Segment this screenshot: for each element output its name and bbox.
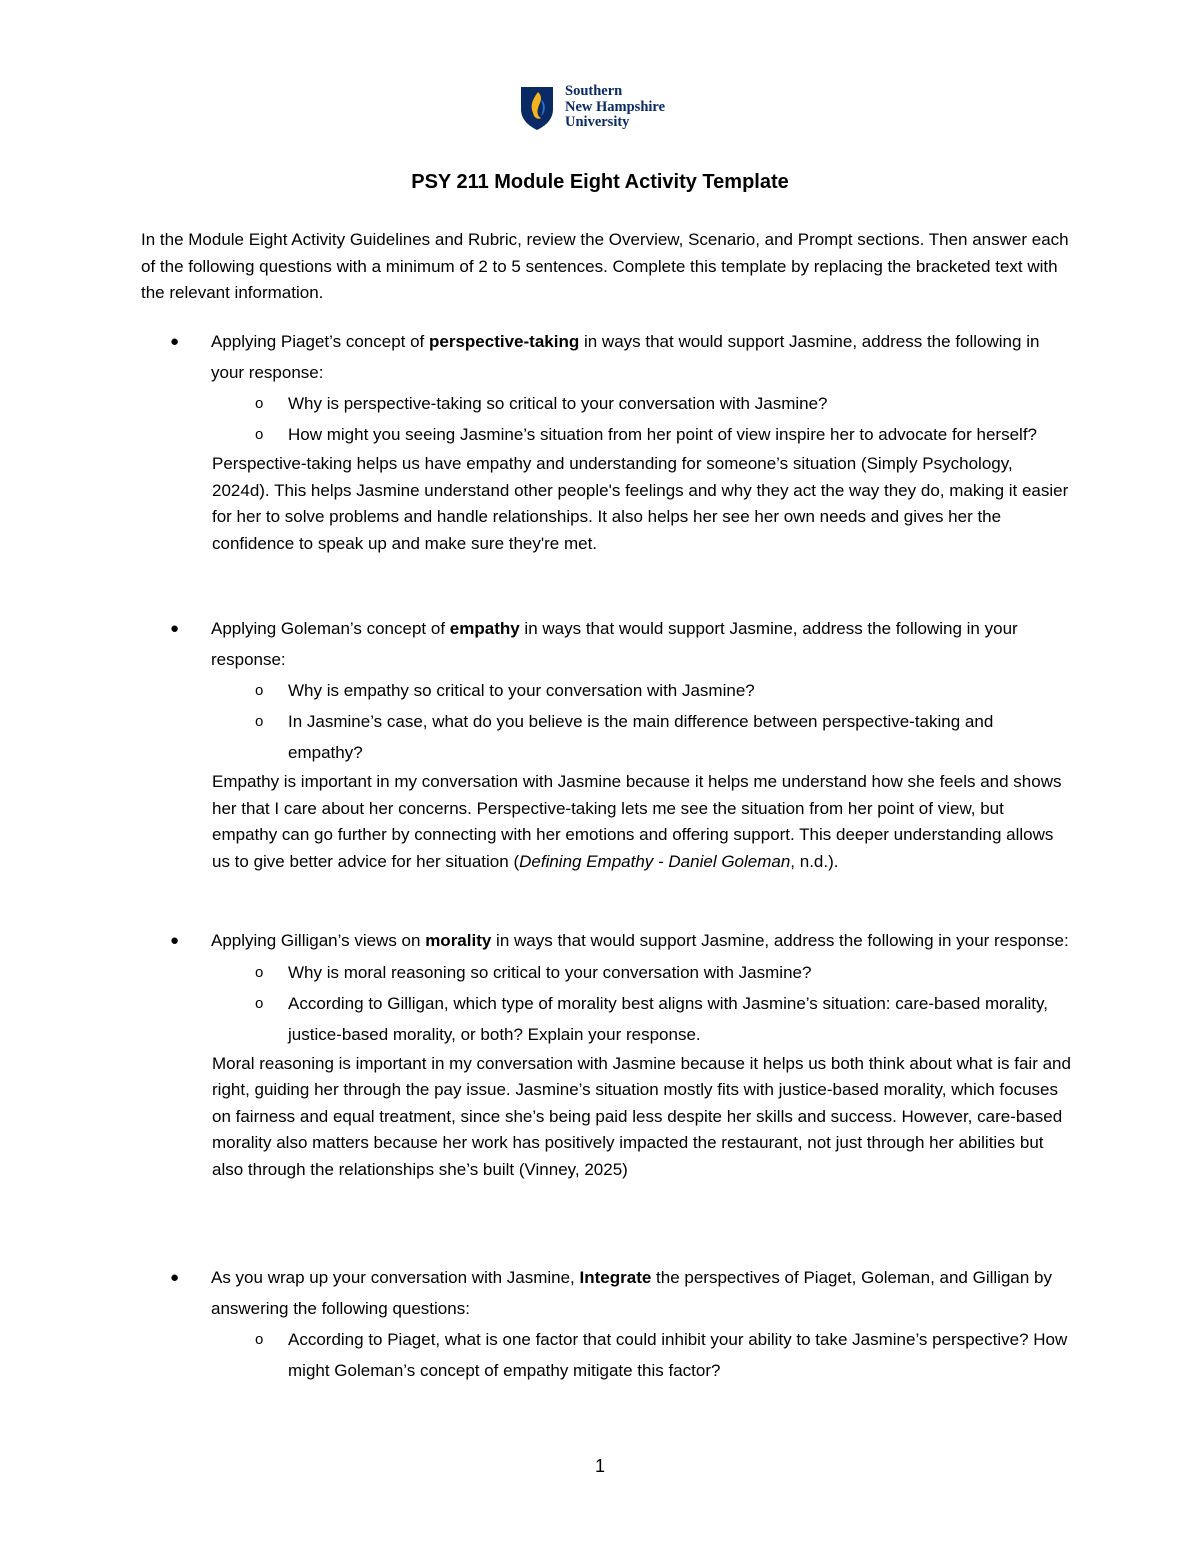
bullet-icon: ● (170, 1269, 180, 1286)
bullet-icon: ● (170, 333, 180, 350)
prompt-keyword: perspective-taking (429, 332, 580, 351)
question-section-1 (141, 327, 1071, 557)
question-prompt: ● Applying Goleman’s concept of empathy in ways that would support Jasmine, address the following in your response: (141, 614, 1071, 675)
subquestion: o According to Piaget, what is one factor that could inhibit your ability to take Jasmine’s perspective? How might Goleman’s concept of empathy mitigate this factor? (141, 1324, 1071, 1386)
page-number: 1 (594, 1456, 605, 1476)
prompt-keyword: morality (425, 931, 492, 950)
subquestion: o According to Gilligan, which type of morality best aligns with Jasmine’s situation: care-based morality, justice-based morality, or both? Explain your response. (141, 988, 1071, 1050)
intro-paragraph: In the Module Eight Activity Guidelines and Rubric, review the Overview, Scenario, and Prompt sections. Then answer each of the following questions with a minimum of 2 to 5 sentences. Complete this template by replacing the bracketed text with the relevant information. (141, 230, 1069, 302)
circle-bullet-icon: o (255, 713, 264, 730)
question-prompt: ● As you wrap up your conversation with Jasmine, Integrate the perspectives of Piaget, Goleman, and Gilligan by answering the following questions: (141, 1263, 1071, 1324)
subquestion: o Why is empathy so critical to your conversation with Jasmine? (141, 675, 1071, 706)
circle-bullet-icon: o (255, 682, 264, 699)
bullet-icon: ● (170, 932, 180, 949)
subquestion: o In Jasmine’s case, what do you believe is the main difference between perspective-taking and empathy? (141, 706, 1071, 768)
question-section-3 (141, 926, 1071, 1183)
question-prompt: ● Applying Gilligan’s views on morality in ways that would support Jasmine, address the following in your response: (141, 926, 1071, 957)
circle-bullet-icon: o (255, 963, 264, 981)
logo-line-1: Southern (565, 83, 623, 99)
answer-paragraph: Moral reasoning is important in my conversation with Jasmine because it helps us both think about what is fair and right, guiding her through the pay issue. Jasmine’s situation mostly fits with justice-based morality, which focuses on fairness and equal treatment, since she’s being paid less despite her skills and success. However, care-based morality also matters because her work has positively impacted the restaurant, not just through her abilities but also through the relationships she’s built (Vinney, 2025) (212, 1053, 1071, 1179)
citation-title: Defining Empathy - Daniel Goleman (519, 851, 791, 871)
circle-bullet-icon: o (255, 426, 264, 443)
prompt-keyword: Integrate (579, 1268, 652, 1287)
page-title: PSY 211 Module Eight Activity Template (411, 171, 789, 193)
question-section-4 (141, 1263, 1071, 1386)
flame-shield-icon (519, 85, 555, 131)
bullet-icon: ● (170, 620, 180, 637)
prompt-keyword: empathy (449, 619, 520, 638)
subquestion: o Why is perspective-taking so critical to your conversation with Jasmine? (141, 388, 1071, 419)
subquestion: o How might you seeing Jasmine’s situation from her point of view inspire her to advocate for herself? (141, 419, 1071, 450)
answer-paragraph: Empathy is important in my conversation with Jasmine because it helps me understand how she feels and shows her that I care about her concerns. Perspective-taking lets me see the situation from her point of view, but empathy can go further by connecting with her emotions and offering support. This deeper understanding allows us to give better advice for her situation (Defining Empathy - Daniel Goleman, n.d.). (212, 772, 1062, 871)
circle-bullet-icon: o (255, 1331, 264, 1348)
question-section-2 (141, 614, 1071, 875)
logo-line-2: New Hampshire (565, 98, 666, 115)
circle-bullet-icon: o (255, 395, 264, 412)
university-logo (519, 84, 665, 131)
answer-paragraph: Perspective-taking helps us have empathy and understanding for someone’s situation (Simply Psychology, 2024d). This helps Jasmine understand other people's feelings and why they act the way they do, making it easier for her to solve problems and handle relationships. It also helps her see her own needs and gives her the confidence to speak up and make sure they're met. (212, 454, 1069, 553)
logo-wordmark (565, 84, 665, 131)
logo-line-3: University (565, 114, 630, 130)
circle-bullet-icon: o (255, 994, 264, 1012)
question-prompt: ● Applying Piaget’s concept of perspective-taking in ways that would support Jasmine, address the following in your response: (141, 327, 1071, 388)
subquestion: o Why is moral reasoning so critical to your conversation with Jasmine? (141, 957, 1071, 988)
